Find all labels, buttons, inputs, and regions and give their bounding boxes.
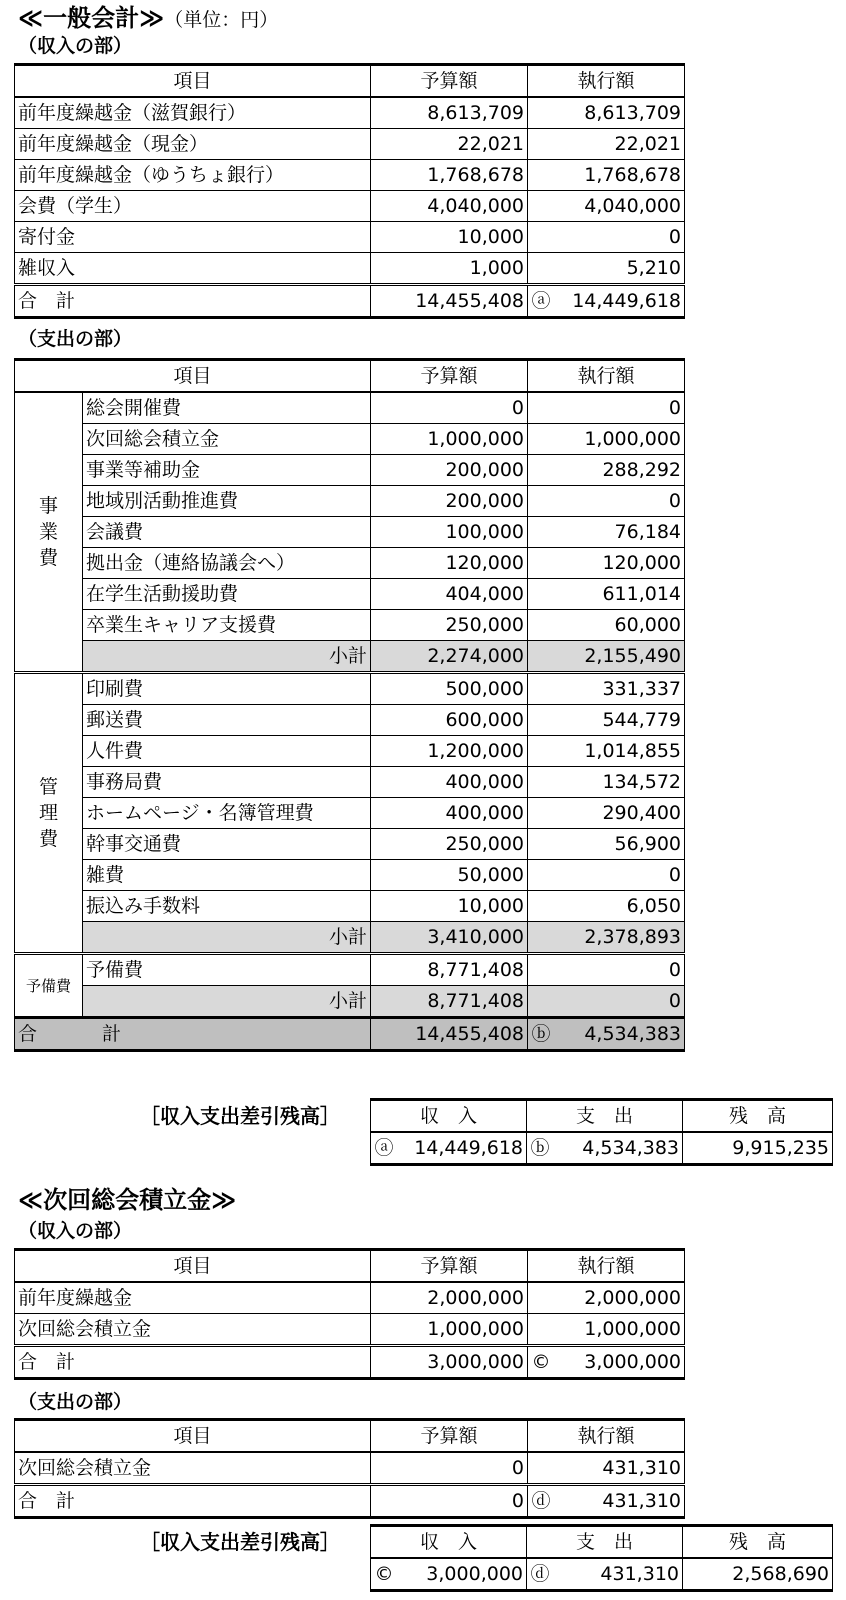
balance-header-expense: 支 出 bbox=[527, 1526, 683, 1559]
table-header-row bbox=[15, 1250, 685, 1283]
row-item: 地域別活動推進費 bbox=[83, 486, 371, 517]
grand-total-budget: 14,455,408 bbox=[371, 1018, 528, 1051]
balance-header-income: 収 入 bbox=[371, 1526, 527, 1559]
general-balance-table bbox=[370, 1098, 833, 1166]
table-row bbox=[15, 579, 685, 610]
table-row bbox=[15, 424, 685, 455]
header-budget: 予算額 bbox=[371, 360, 528, 393]
row-actual: 4,040,000 bbox=[528, 191, 685, 222]
row-item: 寄付金 bbox=[15, 222, 371, 253]
table-header-row bbox=[15, 65, 685, 98]
reserve-income-table bbox=[14, 1248, 685, 1380]
total-actual-cell bbox=[528, 1485, 685, 1518]
total-budget: 0 bbox=[371, 1485, 528, 1518]
balance-header-balance: 残 高 bbox=[683, 1100, 833, 1133]
row-actual: 544,779 bbox=[528, 705, 685, 736]
row-budget: 1,000 bbox=[371, 253, 528, 285]
balance-header-income: 収 入 bbox=[371, 1100, 527, 1133]
row-budget: 1,000,000 bbox=[371, 1314, 528, 1346]
row-budget: 400,000 bbox=[371, 798, 528, 829]
header-budget: 予算額 bbox=[371, 1420, 528, 1453]
grand-total-label-1: 合 bbox=[18, 1023, 38, 1045]
table-row bbox=[15, 610, 685, 641]
row-actual: 56,900 bbox=[528, 829, 685, 860]
category-business-label: 事業費 bbox=[38, 495, 58, 569]
header-item: 項目 bbox=[15, 65, 371, 98]
table-row bbox=[15, 517, 685, 548]
row-actual: 290,400 bbox=[528, 798, 685, 829]
row-actual: 611,014 bbox=[528, 579, 685, 610]
row-budget: 8,613,709 bbox=[371, 97, 528, 129]
balance-header-row bbox=[371, 1526, 833, 1559]
table-row bbox=[15, 129, 685, 160]
subtotal-budget: 8,771,408 bbox=[371, 986, 528, 1018]
row-actual: 8,613,709 bbox=[528, 97, 685, 129]
table-row bbox=[15, 191, 685, 222]
row-item: 前年度繰越金（ゆうちょ銀行） bbox=[15, 160, 371, 191]
table-row bbox=[15, 954, 685, 986]
row-budget: 2,000,000 bbox=[371, 1282, 528, 1314]
row-budget: 200,000 bbox=[371, 455, 528, 486]
balance-amount: 9,915,235 bbox=[683, 1132, 833, 1165]
row-item: 雑収入 bbox=[15, 253, 371, 285]
row-budget: 404,000 bbox=[371, 579, 528, 610]
row-item: 雑費 bbox=[83, 860, 371, 891]
row-actual: 1,014,855 bbox=[528, 736, 685, 767]
balance-expense: 4,534,383 bbox=[582, 1137, 679, 1159]
total-actual: 14,449,618 bbox=[572, 290, 681, 312]
table-header-row bbox=[15, 1420, 685, 1453]
subtotal-row bbox=[15, 641, 685, 673]
row-budget: 22,021 bbox=[371, 129, 528, 160]
total-actual: 431,310 bbox=[602, 1490, 681, 1512]
subtotal-budget: 2,274,000 bbox=[371, 641, 528, 673]
table-row bbox=[15, 860, 685, 891]
subtotal-actual: 0 bbox=[528, 986, 685, 1018]
balance-row bbox=[371, 1558, 833, 1591]
row-item: 幹事交通費 bbox=[83, 829, 371, 860]
grand-total-actual-cell bbox=[528, 1018, 685, 1051]
subtotal-label: 小計 bbox=[83, 641, 371, 673]
row-item: 事務局費 bbox=[83, 767, 371, 798]
category-admin bbox=[15, 673, 83, 954]
row-item: 前年度繰越金 bbox=[15, 1282, 371, 1314]
row-budget: 10,000 bbox=[371, 222, 528, 253]
table-row bbox=[15, 1314, 685, 1346]
row-item: 次回総会積立金 bbox=[15, 1314, 371, 1346]
row-actual: 0 bbox=[528, 954, 685, 986]
row-actual: 2,000,000 bbox=[528, 1282, 685, 1314]
row-budget: 400,000 bbox=[371, 767, 528, 798]
row-actual: 0 bbox=[528, 860, 685, 891]
row-item: ホームページ・名簿管理費 bbox=[83, 798, 371, 829]
table-row bbox=[15, 253, 685, 285]
row-item: 次回総会積立金 bbox=[15, 1452, 371, 1485]
mark-d: ⓓ bbox=[531, 1490, 551, 1512]
row-budget: 500,000 bbox=[371, 673, 528, 705]
mark-a: ⓐ bbox=[374, 1137, 394, 1159]
row-budget: 1,000,000 bbox=[371, 424, 528, 455]
grand-total-label-cell bbox=[15, 1018, 371, 1051]
header-item: 項目 bbox=[15, 1250, 371, 1283]
row-actual: 288,292 bbox=[528, 455, 685, 486]
grand-total-row bbox=[15, 1018, 685, 1051]
table-row bbox=[15, 798, 685, 829]
row-budget: 4,040,000 bbox=[371, 191, 528, 222]
row-item: 会費（学生） bbox=[15, 191, 371, 222]
header-actual: 執行額 bbox=[528, 360, 685, 393]
reserve-expense-table bbox=[14, 1418, 685, 1519]
total-row bbox=[15, 1485, 685, 1518]
category-business bbox=[15, 392, 83, 673]
row-item: 印刷費 bbox=[83, 673, 371, 705]
grand-total-label-2: 計 bbox=[102, 1023, 122, 1045]
row-actual: 0 bbox=[528, 392, 685, 424]
mark-d: ⓓ bbox=[530, 1563, 550, 1585]
row-actual: 22,021 bbox=[528, 129, 685, 160]
total-actual: 3,000,000 bbox=[584, 1351, 681, 1373]
row-budget: 10,000 bbox=[371, 891, 528, 922]
row-item: 予備費 bbox=[83, 954, 371, 986]
row-budget: 250,000 bbox=[371, 829, 528, 860]
row-item: 卒業生キャリア支援費 bbox=[83, 610, 371, 641]
mark-b: ⓑ bbox=[530, 1137, 550, 1159]
row-actual: 60,000 bbox=[528, 610, 685, 641]
row-item: 次回総会積立金 bbox=[83, 424, 371, 455]
balance-header-balance: 残 高 bbox=[683, 1526, 833, 1559]
total-budget: 14,455,408 bbox=[371, 285, 528, 318]
row-item: 会議費 bbox=[83, 517, 371, 548]
table-row bbox=[15, 705, 685, 736]
table-row bbox=[15, 97, 685, 129]
row-actual: 1,000,000 bbox=[528, 1314, 685, 1346]
table-row bbox=[15, 1452, 685, 1485]
total-label: 合 計 bbox=[15, 1346, 371, 1379]
total-label: 合 計 bbox=[15, 285, 371, 318]
row-budget: 8,771,408 bbox=[371, 954, 528, 986]
mark-c: © bbox=[531, 1351, 551, 1373]
row-actual: 6,050 bbox=[528, 891, 685, 922]
row-item: 人件費 bbox=[83, 736, 371, 767]
row-budget: 600,000 bbox=[371, 705, 528, 736]
category-admin-label: 管理費 bbox=[38, 776, 58, 850]
total-actual-cell bbox=[528, 285, 685, 318]
table-row bbox=[15, 160, 685, 191]
row-item: 郵送費 bbox=[83, 705, 371, 736]
general-expense-heading: （支出の部） bbox=[18, 328, 133, 350]
balance-expense-cell bbox=[527, 1132, 683, 1165]
balance-row bbox=[371, 1132, 833, 1165]
balance-expense-cell bbox=[527, 1558, 683, 1591]
table-row bbox=[15, 891, 685, 922]
general-title bbox=[18, 6, 278, 30]
general-income-table bbox=[14, 63, 685, 319]
row-item: 事業等補助金 bbox=[83, 455, 371, 486]
row-actual: 1,768,678 bbox=[528, 160, 685, 191]
balance-header-expense: 支 出 bbox=[527, 1100, 683, 1133]
reserve-balance-label: ［収入支出差引残高］ bbox=[140, 1530, 340, 1554]
grand-total-actual: 4,534,383 bbox=[584, 1023, 682, 1045]
table-row bbox=[15, 222, 685, 253]
row-actual: 134,572 bbox=[528, 767, 685, 798]
row-item: 前年度繰越金（滋賀銀行） bbox=[15, 97, 371, 129]
balance-income-cell bbox=[371, 1132, 527, 1165]
mark-a: ⓐ bbox=[531, 290, 551, 312]
reserve-title: ≪次回総会積立金≫ bbox=[18, 1186, 237, 1214]
mark-c: © bbox=[374, 1563, 394, 1585]
row-budget: 0 bbox=[371, 392, 528, 424]
total-budget: 3,000,000 bbox=[371, 1346, 528, 1379]
row-item: 在学生活動援助費 bbox=[83, 579, 371, 610]
header-budget: 予算額 bbox=[371, 1250, 528, 1283]
table-header-row bbox=[15, 360, 685, 393]
table-row bbox=[15, 486, 685, 517]
header-actual: 執行額 bbox=[528, 1420, 685, 1453]
reserve-income-heading: （収入の部） bbox=[18, 1220, 133, 1242]
balance-income: 3,000,000 bbox=[426, 1563, 523, 1585]
row-budget: 1,768,678 bbox=[371, 160, 528, 191]
row-budget: 0 bbox=[371, 1452, 528, 1485]
row-actual: 331,337 bbox=[528, 673, 685, 705]
table-row bbox=[15, 767, 685, 798]
row-actual: 0 bbox=[528, 486, 685, 517]
reserve-expense-heading: （支出の部） bbox=[18, 1391, 133, 1413]
table-row bbox=[15, 392, 685, 424]
mark-b: ⓑ bbox=[531, 1023, 551, 1045]
total-row bbox=[15, 1346, 685, 1379]
row-actual: 431,310 bbox=[528, 1452, 685, 1485]
reserve-balance-table bbox=[370, 1524, 833, 1592]
balance-amount: 2,568,690 bbox=[683, 1558, 833, 1591]
total-row bbox=[15, 285, 685, 318]
balance-income-cell bbox=[371, 1558, 527, 1591]
general-title-text: ≪一般会計≫ bbox=[18, 4, 165, 32]
subtotal-label: 小計 bbox=[83, 986, 371, 1018]
header-budget: 予算額 bbox=[371, 65, 528, 98]
header-item: 項目 bbox=[15, 1420, 371, 1453]
row-actual: 120,000 bbox=[528, 548, 685, 579]
table-row bbox=[15, 736, 685, 767]
row-budget: 50,000 bbox=[371, 860, 528, 891]
row-item: 振込み手数料 bbox=[83, 891, 371, 922]
row-item: 拠出金（連絡協議会へ） bbox=[83, 548, 371, 579]
row-budget: 200,000 bbox=[371, 486, 528, 517]
total-actual-cell bbox=[528, 1346, 685, 1379]
subtotal-budget: 3,410,000 bbox=[371, 922, 528, 954]
subtotal-label: 小計 bbox=[83, 922, 371, 954]
row-budget: 120,000 bbox=[371, 548, 528, 579]
balance-income: 14,449,618 bbox=[414, 1137, 523, 1159]
subtotal-actual: 2,378,893 bbox=[528, 922, 685, 954]
row-actual: 1,000,000 bbox=[528, 424, 685, 455]
table-row bbox=[15, 829, 685, 860]
table-row bbox=[15, 548, 685, 579]
general-balance-label: ［収入支出差引残高］ bbox=[140, 1104, 340, 1128]
balance-header-row bbox=[371, 1100, 833, 1133]
subtotal-actual: 2,155,490 bbox=[528, 641, 685, 673]
general-expense-table bbox=[14, 358, 685, 1052]
general-income-heading: （収入の部） bbox=[18, 35, 133, 57]
table-row bbox=[15, 1282, 685, 1314]
header-item: 項目 bbox=[15, 360, 371, 393]
row-budget: 100,000 bbox=[371, 517, 528, 548]
header-actual: 執行額 bbox=[528, 65, 685, 98]
subtotal-row bbox=[15, 922, 685, 954]
row-actual: 0 bbox=[528, 222, 685, 253]
row-item: 総会開催費 bbox=[83, 392, 371, 424]
total-label: 合 計 bbox=[15, 1485, 371, 1518]
row-budget: 250,000 bbox=[371, 610, 528, 641]
subtotal-row bbox=[15, 986, 685, 1018]
row-actual: 76,184 bbox=[528, 517, 685, 548]
row-item: 前年度繰越金（現金） bbox=[15, 129, 371, 160]
table-row bbox=[15, 673, 685, 705]
category-reserve: 予備費 bbox=[15, 954, 83, 1018]
row-actual: 5,210 bbox=[528, 253, 685, 285]
header-actual: 執行額 bbox=[528, 1250, 685, 1283]
table-row bbox=[15, 455, 685, 486]
unit-label: （単位：円） bbox=[164, 9, 279, 31]
row-budget: 1,200,000 bbox=[371, 736, 528, 767]
balance-expense: 431,310 bbox=[600, 1563, 679, 1585]
